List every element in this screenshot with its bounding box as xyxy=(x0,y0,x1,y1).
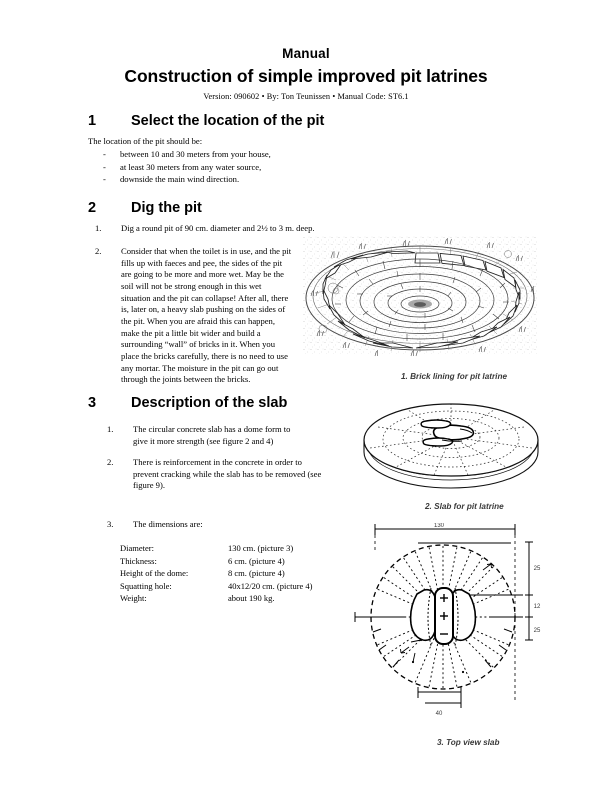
slab-top-view-illustration xyxy=(343,522,543,727)
dimension-value: 40x12/20 cm. (picture 4) xyxy=(228,580,313,591)
section-title-3: Description of the slab xyxy=(131,395,288,411)
slab-item-3 xyxy=(107,519,322,531)
list-item xyxy=(88,161,271,174)
section-title-1: Select the location of the pit xyxy=(131,113,325,129)
table-row xyxy=(120,556,368,569)
figure-2-caption: 2. Slab for pit latrine xyxy=(425,502,504,511)
svg-text:40: 40 xyxy=(435,711,443,717)
slab-dimensions-table xyxy=(120,543,368,606)
svg-text:25: 25 xyxy=(533,566,541,572)
list-bullet-dash: - xyxy=(103,174,106,185)
location-requirements-list xyxy=(88,148,271,186)
figure-3-caption: 3. Top view slab xyxy=(437,738,500,747)
dig-pit-item-1 xyxy=(95,223,395,235)
section-number-2: 2 xyxy=(88,200,97,216)
dimension-value: about 190 kg. xyxy=(228,593,275,604)
slab-item-2 xyxy=(107,457,322,492)
dimension-label: Diameter: xyxy=(120,543,154,553)
list-item-label: between 10 and 30 meters from your house, xyxy=(120,149,271,159)
dimension-value: 6 cm. (picture 4) xyxy=(228,555,285,566)
list-marker: 1. xyxy=(95,223,102,233)
brick-lined-pit-illustration xyxy=(303,236,537,368)
section-heading-2 xyxy=(88,200,202,216)
figure-slab-top-view xyxy=(343,522,543,727)
list-item xyxy=(88,148,271,161)
document-version-line: Version: 090602 • By: Ton Teunissen • Manual Code: ST6.1 xyxy=(203,92,409,101)
list-item-label: at least 30 meters from any water source, xyxy=(120,161,262,172)
svg-text:25: 25 xyxy=(533,628,541,634)
dimension-label: Height of the dome: xyxy=(120,568,189,579)
list-item-label: downside the main wind direction. xyxy=(120,174,240,185)
list-item-label: There is reinforcement in the concrete in order to prevent cracking while the slab has to be removed (see figure 9). xyxy=(133,457,322,491)
section-title-2: Dig the pit xyxy=(131,200,202,216)
list-item xyxy=(88,173,271,186)
section-number-1: 1 xyxy=(88,113,97,129)
table-row xyxy=(120,568,368,581)
section-heading-3 xyxy=(88,395,287,411)
section-heading-1 xyxy=(88,113,324,129)
dimension-label: Thickness: xyxy=(120,555,157,566)
dimension-label: Weight: xyxy=(120,593,147,604)
page-title: Construction of simple improved pit latrines xyxy=(124,66,488,86)
list-marker: 1. xyxy=(107,424,114,434)
table-row xyxy=(120,543,368,556)
document-subtitle: Manual xyxy=(282,46,330,61)
table-row xyxy=(120,593,368,606)
section-number-3: 3 xyxy=(88,395,97,411)
list-item-label: Dig a round pit of 90 cm. diameter and 2½ to 3 m. deep. xyxy=(121,223,315,233)
list-item-label: The circular concrete slab has a dome form to give it more strength (see figure 2 and 4) xyxy=(133,424,291,446)
svg-text:130: 130 xyxy=(433,523,445,529)
dig-pit-item-2 xyxy=(95,246,295,386)
figure-brick-lining xyxy=(303,236,537,368)
figure-slab-isometric xyxy=(356,396,546,496)
table-row xyxy=(120,581,368,594)
list-item-label: The dimensions are: xyxy=(133,519,203,529)
figure-1-caption: 1. Brick lining for pit latrine xyxy=(401,372,507,381)
slab-isometric-illustration xyxy=(356,396,546,496)
dimension-value: 8 cm. (picture 4) xyxy=(228,568,285,579)
list-marker: 2. xyxy=(107,457,114,467)
list-marker: 2. xyxy=(95,246,102,256)
list-marker: 3. xyxy=(107,519,114,529)
svg-text:12: 12 xyxy=(533,604,541,610)
slab-item-1 xyxy=(107,424,305,447)
list-bullet-dash: - xyxy=(103,161,106,172)
list-bullet-dash: - xyxy=(103,149,106,159)
dimension-value: 130 cm. (picture 3) xyxy=(228,543,294,553)
dimension-label: Squatting hole: xyxy=(120,580,172,591)
section-1-lead-text: The location of the pit should be: xyxy=(88,136,203,146)
list-item-label: Consider that when the toilet is in use, and the pit fills up with faeces and pee, the sides of the pit are going to be more and more wet. May be the soil will not be strong enough in this wet situation and the pit can collapse! After all, there is, later on, a heavy slab pushing on the sides of the pit. When you are afraid this can happen, make the pit a little bit wider and build a surrounding “wall” of bricks in it. When you place the bricks carefully, there is no need to use any mortar. The moisture in the pit can go out through the joints between the bricks. xyxy=(121,246,292,385)
